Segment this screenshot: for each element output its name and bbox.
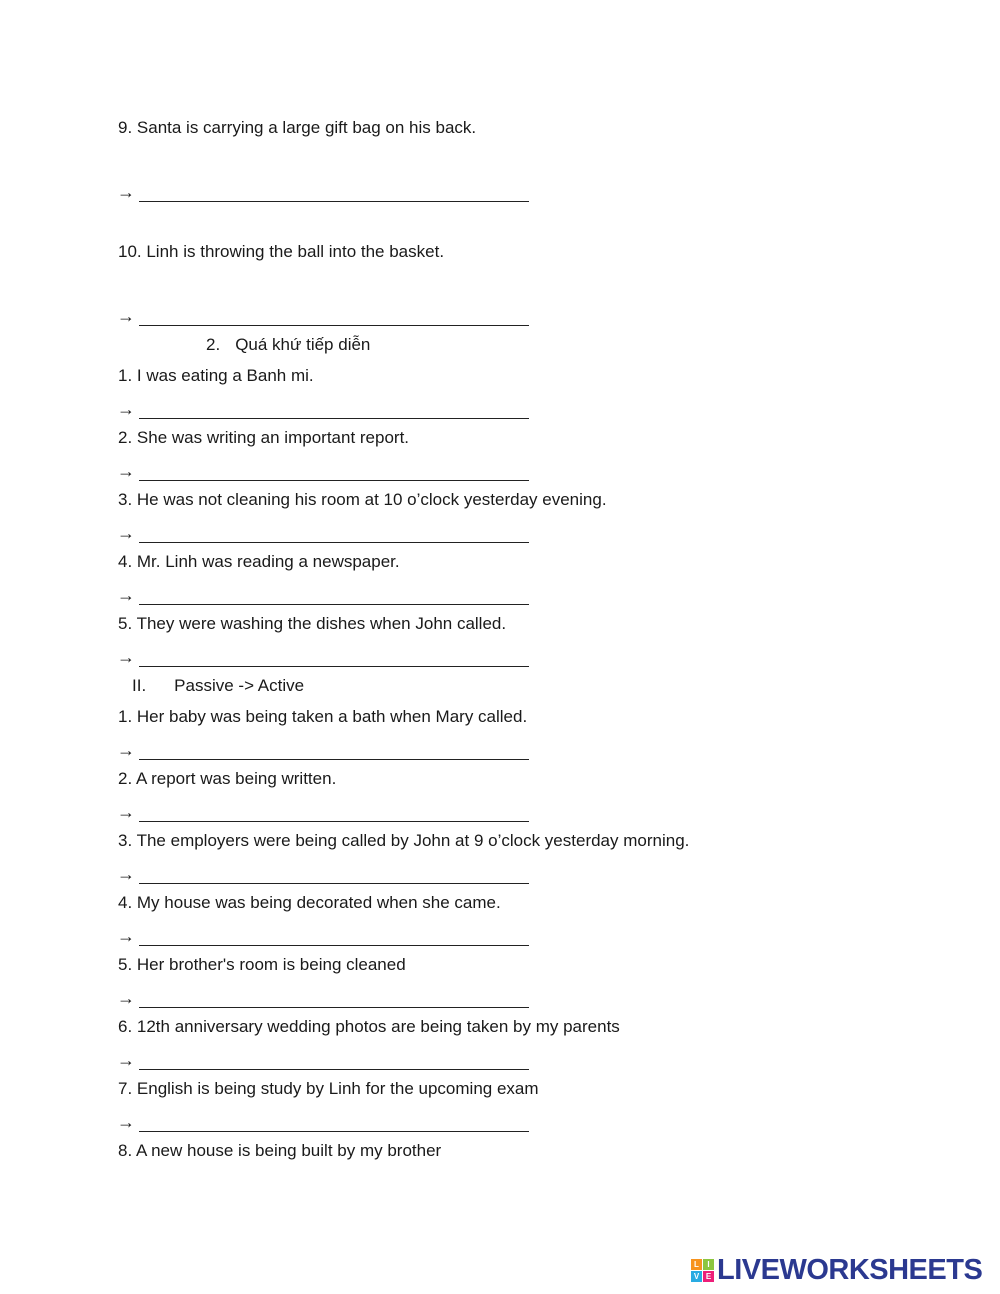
sII-answer-input-7[interactable] <box>139 1113 529 1132</box>
sII-answer-input-5[interactable] <box>139 989 529 1008</box>
sII-question-8: 8. A new house is being built by my brother <box>118 1141 442 1160</box>
sII-question-2: 2. A report was being written. <box>118 769 337 788</box>
arrow-icon: → <box>117 399 135 419</box>
answer-input-10[interactable] <box>139 307 529 326</box>
arrow-icon: → <box>117 802 135 822</box>
sII-answer-row-6 <box>117 1048 529 1070</box>
question-10: 10. Linh is throwing the ball into the basket. <box>118 242 445 261</box>
sII-answer-row-5 <box>117 986 529 1008</box>
answer-row-9 <box>117 180 529 202</box>
logo-box-e: E <box>703 1271 714 1282</box>
s2-answer-input-5[interactable] <box>139 648 529 667</box>
s2-answer-row-1 <box>117 397 529 419</box>
sII-question-3: 3. The employers were being called by John at 9 o’clock yesterday morning. <box>118 831 690 850</box>
sII-answer-row-1 <box>117 738 529 760</box>
question-9: 9. Santa is carrying a large gift bag on his back. <box>118 118 477 137</box>
section-2-title: Quá khứ tiếp diễn <box>235 335 371 354</box>
s2-answer-row-5 <box>117 645 529 667</box>
answer-input-9[interactable] <box>139 183 529 202</box>
liveworksheets-logo[interactable] <box>691 1253 982 1287</box>
section-II-title: Passive -> Active <box>174 676 305 695</box>
s2-answer-row-4 <box>117 583 529 605</box>
arrow-icon: → <box>117 585 135 605</box>
arrow-icon: → <box>117 740 135 760</box>
logo-box-l: L <box>691 1259 702 1270</box>
arrow-icon: → <box>117 523 135 543</box>
sII-answer-row-2 <box>117 800 529 822</box>
sII-question-5: 5. Her brother's room is being cleaned <box>118 955 406 974</box>
logo-text: LIVEWORKSHEETS <box>717 1254 983 1286</box>
sII-answer-row-4 <box>117 924 529 946</box>
arrow-icon: → <box>117 182 135 202</box>
arrow-icon: → <box>117 1112 135 1132</box>
s2-answer-row-3 <box>117 521 529 543</box>
s2-question-4: 4. Mr. Linh was reading a newspaper. <box>118 552 400 571</box>
section-2-heading <box>206 335 370 355</box>
section-2-number: 2. <box>206 335 221 354</box>
s2-question-5: 5. They were washing the dishes when John called. <box>118 614 507 633</box>
s2-question-2: 2. She was writing an important report. <box>118 428 410 447</box>
section-II-number: II. <box>132 676 147 695</box>
sII-answer-input-1[interactable] <box>139 741 529 760</box>
s2-answer-input-3[interactable] <box>139 524 529 543</box>
section-II-heading <box>132 676 304 696</box>
arrow-icon: → <box>117 647 135 667</box>
sII-answer-input-2[interactable] <box>139 803 529 822</box>
s2-answer-input-1[interactable] <box>139 400 529 419</box>
sII-question-7: 7. English is being study by Linh for the upcoming exam <box>118 1079 539 1098</box>
arrow-icon: → <box>117 1050 135 1070</box>
sII-answer-row-3 <box>117 862 529 884</box>
s2-question-1: 1. I was eating a Banh mi. <box>118 366 314 385</box>
s2-question-3: 3. He was not cleaning his room at 10 o’clock yesterday evening. <box>118 490 607 509</box>
sII-answer-input-4[interactable] <box>139 927 529 946</box>
logo-box-v: V <box>691 1271 702 1282</box>
arrow-icon: → <box>117 926 135 946</box>
sII-answer-input-3[interactable] <box>139 865 529 884</box>
answer-row-10 <box>117 304 529 326</box>
arrow-icon: → <box>117 988 135 1008</box>
sII-answer-input-6[interactable] <box>139 1051 529 1070</box>
arrow-icon: → <box>117 306 135 326</box>
s2-answer-row-2 <box>117 459 529 481</box>
arrow-icon: → <box>117 461 135 481</box>
logo-mark-icon <box>691 1259 714 1282</box>
sII-question-1: 1. Her baby was being taken a bath when Mary called. <box>118 707 528 726</box>
sII-question-6: 6. 12th anniversary wedding photos are being taken by my parents <box>118 1017 620 1036</box>
sII-answer-row-7 <box>117 1110 529 1132</box>
s2-answer-input-2[interactable] <box>139 462 529 481</box>
sII-question-4: 4. My house was being decorated when she came. <box>118 893 501 912</box>
s2-answer-input-4[interactable] <box>139 586 529 605</box>
logo-box-i: I <box>703 1259 714 1270</box>
arrow-icon: → <box>117 864 135 884</box>
